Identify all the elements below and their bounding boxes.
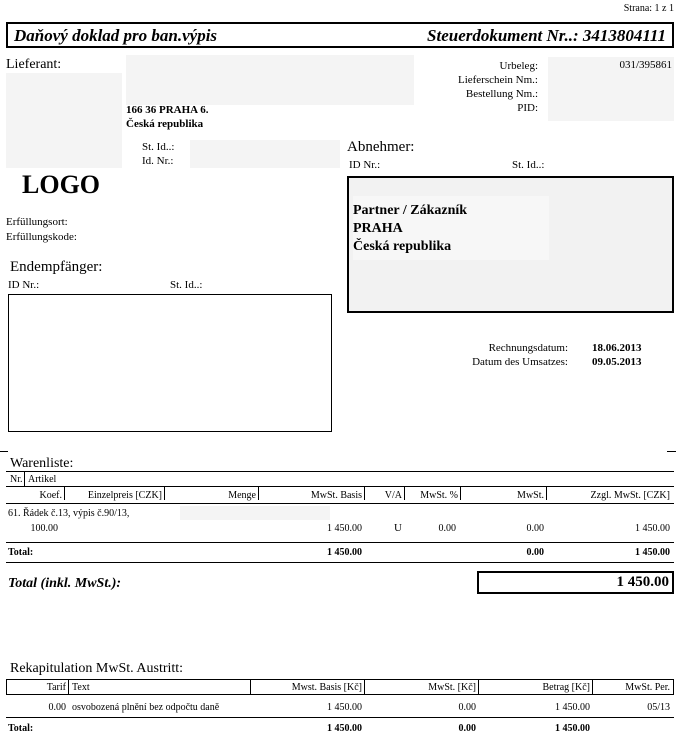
- grand-total-label: Total (inkl. MwSt.):: [8, 576, 122, 591]
- items-total-sum: 1 450.00: [635, 547, 670, 558]
- customer-name: Partner / Zákazník: [353, 203, 468, 218]
- recap-col-base: Mwst. Basis [Kč]: [291, 682, 362, 693]
- items-total-vat: 0.00: [526, 547, 544, 558]
- col-vat: MwSt.: [517, 490, 544, 501]
- fulfilment-place-label: Erfüllungsort:: [6, 216, 68, 228]
- page-number: Strana: 1 z 1: [623, 3, 674, 14]
- customer-country: Česká republika: [353, 239, 452, 254]
- recap-section-label: Rekapitulation MwSt. Austritt:: [10, 661, 184, 676]
- items-total-label: Total:: [8, 547, 34, 558]
- supplier-id-nr-label: Id. Nr.:: [142, 155, 174, 167]
- item-base: 1 450.00: [327, 523, 362, 534]
- item-total: 1 450.00: [635, 523, 670, 534]
- item-coef: 100.00: [30, 523, 58, 534]
- recap-col-vat: MwSt. [Kč]: [428, 682, 476, 693]
- items-header-article: Artikel: [28, 474, 57, 485]
- recap-row-amount: 1 450.00: [555, 702, 590, 713]
- recap-row-period: 05/13: [647, 702, 670, 713]
- tax-date-value: 09.05.2013: [592, 356, 642, 368]
- ref-urbeleg-label: Urbeleg:: [499, 60, 538, 72]
- document-number: Steuerdokument Nr..: 3413804111: [427, 26, 666, 45]
- recap-row-tarif: 0.00: [48, 702, 66, 713]
- document-header: [6, 22, 674, 48]
- item-vat-pct: 0.00: [438, 523, 456, 534]
- customer-st-id-label: St. Id..:: [512, 159, 545, 171]
- col-vat-pct: MwSt. %: [420, 490, 458, 501]
- ref-urbeleg-value: 031/395861: [619, 59, 672, 71]
- col-base: MwSt. Basis: [310, 490, 362, 501]
- end-recipient-label: Endempfänger:: [10, 259, 103, 275]
- supplier-ids-blurred: [190, 140, 340, 168]
- supplier-st-id-label: St. Id..:: [142, 141, 175, 153]
- recap-col-text: Text: [72, 682, 90, 693]
- supplier-name-blurred: [126, 55, 414, 105]
- item-description-blur: [180, 506, 330, 520]
- col-qty: Menge: [228, 490, 256, 501]
- end-recipient-id-label: ID Nr.:: [8, 279, 40, 291]
- customer-address-box: [347, 176, 674, 313]
- grand-total-box: [477, 571, 674, 594]
- fulfilment-code-label: Erfüllungskode:: [6, 231, 77, 243]
- fold-mark-left: [0, 451, 8, 452]
- invoice-date-value: 18.06.2013: [592, 342, 642, 354]
- recap-row-vat: 0.00: [458, 702, 476, 713]
- end-recipient-box: [8, 294, 332, 432]
- supplier-address-line2: Česká republika: [126, 118, 204, 130]
- col-unit-price: Einzelpreis [CZK]: [87, 490, 162, 501]
- tax-date-label: Datum des Umsatzes:: [472, 356, 568, 368]
- supplier-address-line1: 166 36 PRAHA 6.: [126, 104, 209, 116]
- item-description: 61. Řádek č.13, výpis č.90/13,: [8, 508, 130, 519]
- items-section-label: Warenliste:: [10, 456, 74, 471]
- col-va: V/A: [384, 490, 402, 501]
- customer-city: PRAHA: [353, 221, 403, 236]
- item-vat: 0.00: [526, 523, 544, 534]
- recap-total-amount: 1 450.00: [555, 723, 590, 734]
- invoice-date-label: Rechnungsdatum:: [488, 342, 568, 354]
- col-coef: Koef.: [39, 490, 62, 501]
- grand-total-value: 1 450.00: [616, 574, 669, 590]
- reference-labels: [458, 59, 538, 115]
- items-top-line: [6, 471, 674, 472]
- recap-col-tarif: Tarif: [46, 682, 66, 693]
- recap-total-vat: 0.00: [458, 723, 476, 734]
- date-values: [592, 341, 642, 369]
- col-total: Zzgl. MwSt. [CZK]: [590, 490, 670, 501]
- ref-order-label: Bestellung Nm.:: [465, 88, 538, 100]
- items-total-base: 1 450.00: [327, 547, 362, 558]
- company-logo: LOGO: [22, 170, 101, 199]
- ref-delivery-note-label: Lieferschein Nm.:: [457, 74, 538, 86]
- recap-row-text: osvobozená plnění bez odpočtu daně: [72, 702, 220, 713]
- recap-total-base: 1 450.00: [327, 723, 362, 734]
- supplier-blurred-area: [6, 73, 122, 168]
- recap-col-period: MwSt. Per.: [625, 682, 670, 693]
- ref-pid-label: PID:: [517, 102, 538, 114]
- document-title: Daňový doklad pro ban.výpis: [14, 26, 218, 45]
- customer-id-label: ID Nr.:: [349, 159, 381, 171]
- recap-row-base: 1 450.00: [327, 702, 362, 713]
- item-va: U: [394, 522, 402, 534]
- fold-mark-right: [667, 451, 676, 452]
- items-header-nr: Nr.: [10, 474, 23, 485]
- end-recipient-st-id-label: St. Id..:: [170, 279, 203, 291]
- recap-total-label: Total:: [8, 723, 34, 734]
- date-labels: [472, 341, 568, 369]
- supplier-label: Lieferant:: [6, 57, 62, 72]
- customer-label: Abnehmer:: [347, 139, 415, 155]
- recap-col-amount: Betrag [Kč]: [542, 682, 590, 693]
